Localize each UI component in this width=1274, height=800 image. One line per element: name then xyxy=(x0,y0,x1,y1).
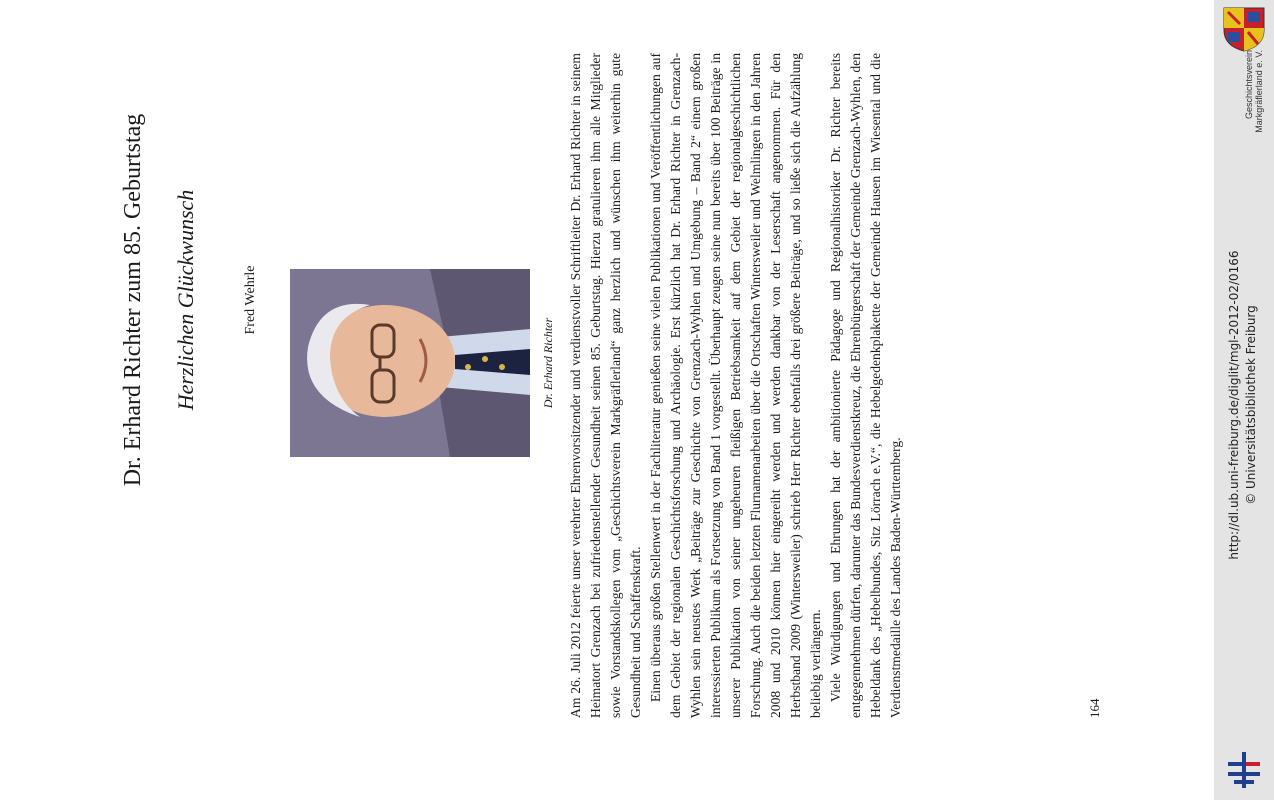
article-subtitle: Herzlichen Glückwunsch xyxy=(173,189,198,411)
paragraph: Viele Würdigungen und Ehrungen hat der ambitionierte Pädagoge und Regionalhistoriker Dr. Richter bereits entgegennehmen dürfen, darunter das Bundesverdienstkreuz, die Ehrenbürgerschaft der Gemeinde Grenzach-Wyhlen, den Hebeldank des „Hebelbundes, Sitz Lörrach e.V.“, die Hebelgedenkplakette der Gemeinde Hausen im Wiesental und die Verdienstmedaille des Landes Baden-Württemberg. xyxy=(828,53,903,718)
org-line-2: Markgräflerland e. V. xyxy=(1254,50,1264,133)
org-line-1: Geschichtsverein xyxy=(1244,50,1254,120)
photo-caption: Dr. Erhard Richter xyxy=(541,317,555,409)
article-author: Fred Wehrle xyxy=(243,265,258,335)
copyright-text: © Universitätsbibliothek Freiburg xyxy=(1244,305,1258,505)
portrait-illustration xyxy=(290,269,530,457)
source-info xyxy=(1226,215,1270,595)
article-body xyxy=(566,53,906,718)
coat-of-arms-icon xyxy=(1222,6,1266,52)
page-number: 164 xyxy=(1087,698,1102,718)
portrait-photo xyxy=(290,269,530,457)
paragraph: Am 26. Juli 2012 feierte unser verehrter Ehrenvorsitzender und verdienstvoller Schriftleiter Dr. Erhard Richter in seinem Heimatort Grenzach bei zufriedenstellender Gesundheit seinen 85. Geburtstag. Hierzu gratulieren ihm alle Mitglieder sowie Vorstandskollegen vom „Geschichtsverein Markgräflerland“ ganz herzlich und wünschen ihm weiterhin gute Gesundheit und Schaffenskraft. xyxy=(568,53,643,718)
source-url-link[interactable]: http://dl.ub.uni-freiburg.de/diglit/mgl-2012-02/0166 xyxy=(1227,250,1241,560)
viewer-sidebar xyxy=(1214,0,1274,800)
article-title: Dr. Erhard Richter zum 85. Geburtstag xyxy=(120,113,146,487)
paragraph: Einen überaus großen Stellenwert in der Fachliteratur genießen seine vielen Publikationen und Veröffentlichungen auf dem Gebiet der regionalen Geschichtsforschung und Archäologie. Erst kürzlich hat Dr. Erhard Richter in Grenzach-Wyhlen sein neustes Werk „Beiträge zur Geschichte von Grenzach-Wyhlen und Umgebung – Band 2“ einem großen interessierten Publikum als Fortsetzung von Band 1 vorgestellt. Überhaupt zeugen seine nun bereits über 100 Beiträge in unserer Publikation von seiner ungeheuren fleißigen Betriebsamkeit auf dem Gebiet der regionalgeschichtlichen Forschung. Auch die beiden letzten Flurnamenarbeiten über die Ortschaften Wintersweiler und Welmlingen in den Jahren 2008 und 2010 können hier eingereiht werden und werden dankbar von der Leserschaft angenommen. Für den Herbstband 2009 (Wintersweiler) schrieb Herr Richter ebenfalls drei größere Beiträge, und so ließe sich die Aufzählung beliebig verlängern. xyxy=(648,53,823,718)
ub-freiburg-logo-icon[interactable] xyxy=(1226,750,1262,790)
